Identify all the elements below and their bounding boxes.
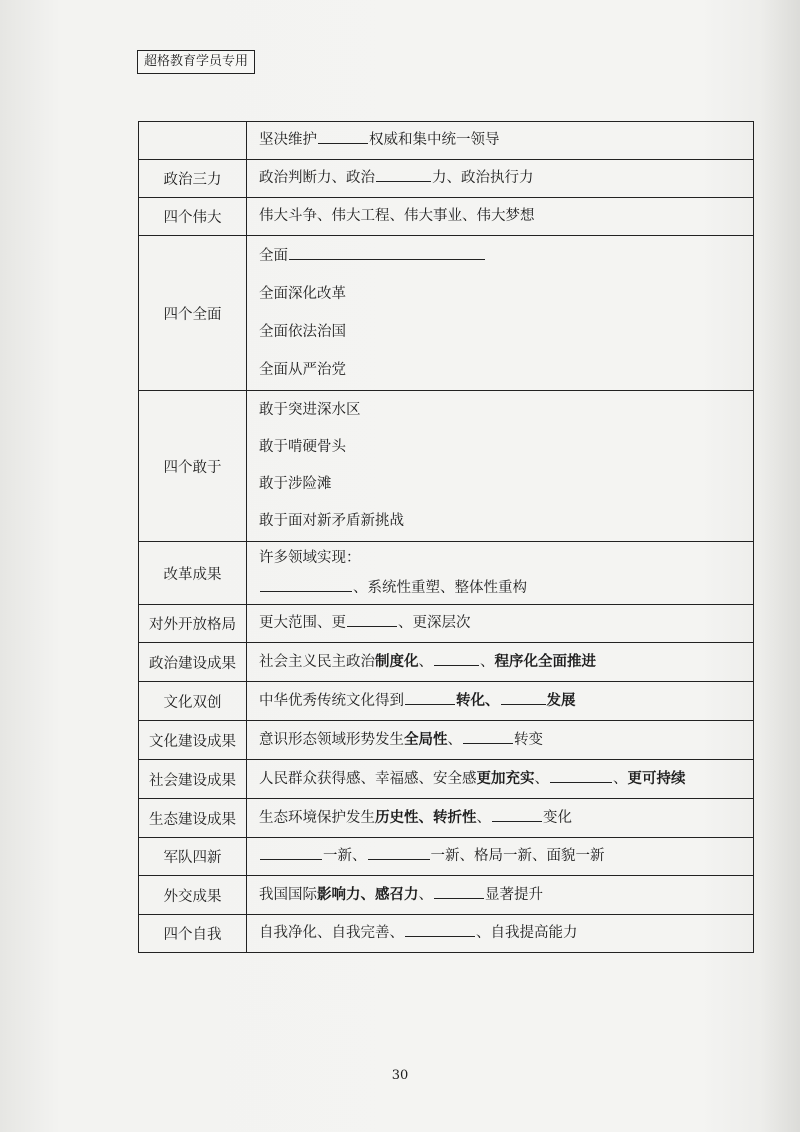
content-text: 全面依法治国 xyxy=(259,324,346,340)
fill-in-blank[interactable] xyxy=(463,729,513,744)
content-text: 发展 xyxy=(546,692,576,709)
row-label: 外交成果 xyxy=(139,876,247,915)
fill-in-blank[interactable] xyxy=(347,612,397,627)
content-text: 全面 xyxy=(259,248,288,264)
table-row xyxy=(139,799,754,838)
table-row xyxy=(139,643,754,682)
content-text: 生态环境保护发生 xyxy=(259,810,375,826)
table-row xyxy=(139,236,754,391)
content-line xyxy=(259,313,753,351)
row-label xyxy=(139,122,247,160)
row-label: 政治建设成果 xyxy=(139,643,247,682)
content-text: 转化、 xyxy=(456,692,500,709)
content-text: 敢于啃硬骨头 xyxy=(259,439,346,455)
content-text: 伟大斗争、伟大工程、伟大事业、伟大梦想 xyxy=(259,208,535,224)
header-label: 超格教育学员专用 xyxy=(137,50,255,74)
content-text: 中华优秀传统文化得到 xyxy=(259,693,404,709)
content-line xyxy=(259,429,753,466)
content-text: 权威和集中统一领导 xyxy=(369,132,500,148)
table-row xyxy=(139,760,754,799)
content-text: 政治判断力、政治 xyxy=(259,170,375,186)
content-text: 意识形态领域形势发生 xyxy=(259,732,404,748)
page-edge-shadow xyxy=(760,0,800,1132)
row-label: 军队四新 xyxy=(139,838,247,876)
row-content xyxy=(247,760,754,799)
row-label: 政治三力 xyxy=(139,160,247,198)
table-row xyxy=(139,876,754,915)
content-line xyxy=(259,799,753,837)
fill-in-blank[interactable] xyxy=(260,845,322,860)
row-content xyxy=(247,799,754,838)
content-text: 、 xyxy=(480,654,495,670)
row-label: 四个敢于 xyxy=(139,391,247,542)
content-line xyxy=(259,237,753,275)
fill-in-blank[interactable] xyxy=(434,884,484,899)
row-content xyxy=(247,198,754,236)
content-text: 、 xyxy=(476,810,491,826)
content-line xyxy=(259,122,753,159)
row-content xyxy=(247,542,754,605)
fill-in-blank[interactable] xyxy=(368,845,430,860)
fill-in-blank[interactable] xyxy=(405,690,455,705)
content-text: 、 xyxy=(418,887,433,903)
row-content xyxy=(247,643,754,682)
content-text: 坚决维护 xyxy=(259,132,317,148)
fill-in-blank[interactable] xyxy=(405,922,475,937)
review-table-body xyxy=(139,122,754,953)
row-content xyxy=(247,721,754,760)
fill-in-blank[interactable] xyxy=(550,768,612,783)
content-text: 程序化全面推进 xyxy=(494,653,596,670)
row-content xyxy=(247,682,754,721)
content-text: 更大范围、更 xyxy=(259,615,346,631)
table-row xyxy=(139,160,754,198)
content-text: 制度化 xyxy=(375,653,419,670)
content-text: 、 xyxy=(613,771,628,787)
content-line xyxy=(259,466,753,503)
content-text: 影响力、感召力 xyxy=(317,886,419,903)
content-line xyxy=(259,275,753,313)
content-line xyxy=(259,503,753,540)
content-text: 显著提升 xyxy=(485,887,543,903)
content-text: 敢于突进深水区 xyxy=(259,402,361,418)
content-line xyxy=(259,573,753,603)
table-row xyxy=(139,391,754,542)
row-content xyxy=(247,605,754,643)
content-line xyxy=(259,915,753,952)
content-text: 全局性 xyxy=(404,731,448,748)
row-label: 四个伟大 xyxy=(139,198,247,236)
table-row xyxy=(139,838,754,876)
row-content xyxy=(247,236,754,391)
content-text: 一新、格局一新、面貌一新 xyxy=(430,848,605,864)
content-line xyxy=(259,876,753,914)
content-line xyxy=(259,682,753,720)
content-text: 我国国际 xyxy=(259,887,317,903)
content-text: 、更深层次 xyxy=(398,615,471,631)
content-text: 历史性、转折性 xyxy=(375,809,477,826)
content-text: 敢于面对新矛盾新挑战 xyxy=(259,513,404,529)
content-text: 、系统性重塑、整体性重构 xyxy=(353,580,527,596)
row-label: 文化双创 xyxy=(139,682,247,721)
content-text: 、 xyxy=(534,771,549,787)
content-text: 许多领域实现： xyxy=(259,550,361,566)
content-text: 变化 xyxy=(543,810,572,826)
content-line xyxy=(259,198,753,235)
row-content xyxy=(247,160,754,198)
row-label: 对外开放格局 xyxy=(139,605,247,643)
fill-in-blank[interactable] xyxy=(492,807,542,822)
content-text: 一新、 xyxy=(323,848,367,864)
content-text: 人民群众获得感、幸福感、安全感 xyxy=(259,771,477,787)
content-line xyxy=(259,392,753,429)
content-text: 全面深化改革 xyxy=(259,286,346,302)
fill-in-blank[interactable] xyxy=(260,577,352,592)
content-line xyxy=(259,721,753,759)
content-line xyxy=(259,160,753,197)
row-content xyxy=(247,122,754,160)
fill-in-blank[interactable] xyxy=(434,651,479,666)
table-row xyxy=(139,682,754,721)
table-row xyxy=(139,198,754,236)
content-text: 更加充实 xyxy=(476,770,535,787)
content-text: 转变 xyxy=(514,732,543,748)
content-line xyxy=(259,760,753,798)
row-label: 生态建设成果 xyxy=(139,799,247,838)
content-text: 更可持续 xyxy=(627,770,686,787)
content-text: 、自我提高能力 xyxy=(476,925,578,941)
content-text: 、 xyxy=(418,654,433,670)
table-row xyxy=(139,915,754,953)
content-line xyxy=(259,543,753,573)
row-content xyxy=(247,838,754,876)
row-content xyxy=(247,876,754,915)
fill-in-blank[interactable] xyxy=(501,690,546,705)
content-line xyxy=(259,643,753,681)
row-content xyxy=(247,391,754,542)
table-row xyxy=(139,605,754,643)
row-label: 四个全面 xyxy=(139,236,247,391)
row-label: 社会建设成果 xyxy=(139,760,247,799)
row-content xyxy=(247,915,754,953)
row-label: 文化建设成果 xyxy=(139,721,247,760)
review-table xyxy=(138,121,754,953)
fill-in-blank[interactable] xyxy=(318,129,368,144)
table-row xyxy=(139,542,754,605)
fill-in-blank[interactable] xyxy=(376,167,431,182)
content-line xyxy=(259,838,753,875)
fill-in-blank[interactable] xyxy=(289,245,485,260)
content-text: 全面从严治党 xyxy=(259,362,346,378)
content-text: 、 xyxy=(447,732,462,748)
table-row xyxy=(139,721,754,760)
content-line xyxy=(259,605,753,642)
row-label: 改革成果 xyxy=(139,542,247,605)
table-row xyxy=(139,122,754,160)
content-text: 社会主义民主政治 xyxy=(259,654,375,670)
page-number: 30 xyxy=(391,1068,409,1083)
content-line xyxy=(259,351,753,389)
content-text: 敢于涉险滩 xyxy=(259,476,332,492)
row-label: 四个自我 xyxy=(139,915,247,953)
content-text: 力、政治执行力 xyxy=(432,170,534,186)
content-text: 自我净化、自我完善、 xyxy=(259,925,404,941)
